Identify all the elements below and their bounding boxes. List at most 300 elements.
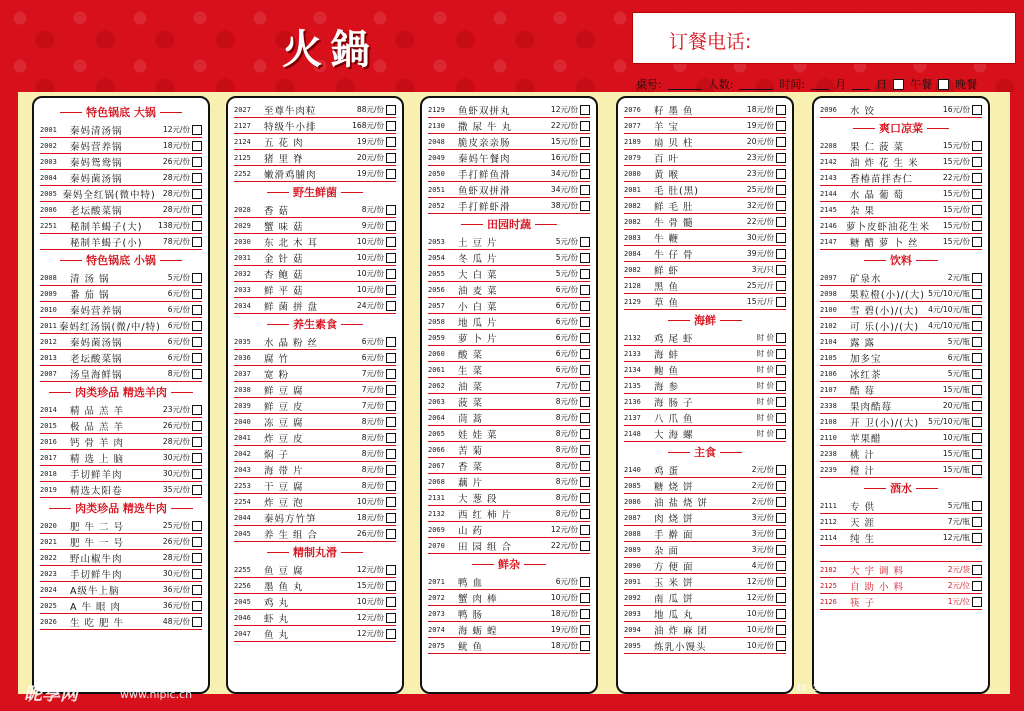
item-code: 2044 (234, 513, 251, 522)
order-checkbox[interactable] (580, 137, 590, 147)
order-checkbox[interactable] (580, 477, 590, 487)
order-checkbox[interactable] (776, 105, 786, 115)
order-checkbox[interactable] (192, 173, 202, 183)
order-checkbox[interactable] (972, 401, 982, 411)
order-checkbox[interactable] (972, 205, 982, 215)
category-title: 爽口凉菜 (820, 118, 982, 138)
item-code: 2045 (234, 529, 251, 538)
order-checkbox[interactable] (192, 369, 202, 379)
order-checkbox[interactable] (580, 593, 590, 603)
item-price: 时 价 (756, 381, 774, 390)
item-price: 10元/份 (356, 237, 384, 246)
item-code: 2239 (820, 465, 837, 474)
order-checkbox[interactable] (386, 137, 396, 147)
order-checkbox[interactable] (580, 317, 590, 327)
order-checkbox[interactable] (386, 417, 396, 427)
order-checkbox[interactable] (386, 513, 396, 523)
item-name: A 牛 眼 肉 (70, 601, 122, 613)
menu-item-row (234, 218, 396, 234)
item-name: 牛 仔 骨 (654, 249, 694, 261)
menu-item-row (428, 638, 590, 654)
order-checkbox[interactable] (192, 437, 202, 447)
order-checkbox[interactable] (192, 521, 202, 531)
item-code: 2071 (428, 577, 445, 586)
order-checkbox[interactable] (776, 465, 786, 475)
order-checkbox[interactable] (192, 237, 202, 247)
order-checkbox[interactable] (386, 301, 396, 311)
item-price: 28元/份 (162, 437, 190, 446)
item-price: 5元/瓶 (947, 337, 970, 346)
order-checkbox[interactable] (192, 405, 202, 415)
item-code: 2256 (234, 581, 251, 590)
menu-item-row (234, 166, 396, 182)
order-checkbox[interactable] (192, 289, 202, 299)
order-checkbox[interactable] (580, 461, 590, 471)
order-checkbox[interactable] (972, 433, 982, 443)
item-price: 12元/份 (356, 629, 384, 638)
order-checkbox[interactable] (776, 137, 786, 147)
order-checkbox[interactable] (192, 205, 202, 215)
order-checkbox[interactable] (386, 529, 396, 539)
menu-item-row (820, 366, 982, 382)
order-checkbox[interactable] (776, 481, 786, 491)
order-checkbox[interactable] (972, 173, 982, 183)
order-checkbox[interactable] (972, 305, 982, 315)
day-field[interactable] (852, 79, 870, 90)
order-checkbox[interactable] (386, 169, 396, 179)
table-number-field[interactable] (668, 79, 702, 90)
menu-item-row (624, 214, 786, 230)
item-name: 秦妈清汤锅 (70, 125, 123, 137)
order-checkbox[interactable] (972, 273, 982, 283)
order-checkbox[interactable] (386, 565, 396, 575)
item-code: 2095 (624, 641, 641, 650)
order-checkbox[interactable] (580, 121, 590, 131)
item-price: 25元/斤 (746, 281, 774, 290)
menu-item-row (234, 118, 396, 134)
item-code: 2011 (40, 321, 57, 330)
menu-item-row (624, 574, 786, 590)
item-price: 15元/瓶 (942, 385, 970, 394)
order-checkbox[interactable] (580, 541, 590, 551)
order-checkbox[interactable] (386, 237, 396, 247)
item-code: 2094 (624, 625, 641, 634)
order-checkbox[interactable] (776, 625, 786, 635)
order-checkbox[interactable] (580, 625, 590, 635)
order-checkbox[interactable] (776, 281, 786, 291)
item-price: 22元/份 (550, 541, 578, 550)
item-price: 8元/份 (361, 465, 384, 474)
item-code: 2076 (624, 105, 641, 114)
order-checkbox[interactable] (776, 121, 786, 131)
menu-item-row (624, 294, 786, 310)
item-name: 草 鱼 (654, 297, 680, 309)
order-checkbox[interactable] (776, 333, 786, 343)
item-code: 2016 (40, 437, 57, 446)
order-checkbox[interactable] (580, 609, 590, 619)
order-checkbox[interactable] (776, 413, 786, 423)
order-checkbox[interactable] (972, 221, 982, 231)
order-checkbox[interactable] (580, 269, 590, 279)
item-code: 2052 (428, 201, 445, 210)
item-code: 2005 (40, 189, 57, 198)
item-price: 15元/份 (942, 237, 970, 246)
order-checkbox[interactable] (776, 349, 786, 359)
item-code: 2251 (40, 221, 57, 230)
order-checkbox[interactable] (972, 289, 982, 299)
order-checkbox[interactable] (580, 169, 590, 179)
item-price: 8元/份 (555, 493, 578, 502)
item-code: 2082 (624, 217, 641, 226)
order-checkbox[interactable] (972, 189, 982, 199)
item-name: 鲜 平 菇 (264, 285, 304, 297)
order-checkbox[interactable] (580, 445, 590, 455)
item-price: 6元/份 (555, 301, 578, 310)
item-name: 天 涯 (850, 517, 876, 529)
order-checkbox[interactable] (192, 421, 202, 431)
order-checkbox[interactable] (776, 497, 786, 507)
menu-item-row (234, 446, 396, 462)
item-price: 32元/份 (746, 201, 774, 210)
menu-item-row (820, 186, 982, 202)
order-checkbox[interactable] (580, 185, 590, 195)
order-checkbox[interactable] (386, 105, 396, 115)
item-name: 手打鲜虾滑 (458, 201, 511, 213)
order-checkbox[interactable] (192, 321, 202, 331)
item-price: 8元/份 (555, 429, 578, 438)
order-checkbox[interactable] (972, 501, 982, 511)
order-checkbox[interactable] (192, 305, 202, 315)
order-checkbox[interactable] (972, 369, 982, 379)
item-code: 2143 (820, 173, 837, 182)
item-price: 6元/瓶 (947, 353, 970, 362)
order-checkbox[interactable] (776, 609, 786, 619)
order-phone-box (632, 12, 1016, 64)
order-checkbox[interactable] (580, 525, 590, 535)
order-checkbox[interactable] (386, 337, 396, 347)
order-checkbox[interactable] (386, 353, 396, 363)
order-checkbox[interactable] (386, 449, 396, 459)
order-checkbox[interactable] (776, 545, 786, 555)
order-checkbox[interactable] (386, 581, 396, 591)
menu-item-row (428, 166, 590, 182)
order-checkbox[interactable] (776, 577, 786, 587)
order-checkbox[interactable] (776, 513, 786, 523)
order-checkbox[interactable] (580, 397, 590, 407)
order-checkbox[interactable] (386, 221, 396, 231)
restaurant-logo: 火鍋 (282, 26, 378, 73)
order-checkbox[interactable] (386, 205, 396, 215)
order-checkbox[interactable] (972, 157, 982, 167)
order-checkbox[interactable] (580, 237, 590, 247)
item-code: 2100 (820, 305, 837, 314)
order-checkbox[interactable] (386, 153, 396, 163)
order-checkbox[interactable] (776, 529, 786, 539)
item-price: 10元/份 (356, 285, 384, 294)
menu-item-row (40, 286, 202, 302)
order-checkbox[interactable] (192, 485, 202, 495)
item-code: 2041 (234, 433, 251, 442)
item-name: 杂 果 (850, 205, 876, 217)
menu-item-row (428, 150, 590, 166)
item-price: 时 价 (756, 365, 774, 374)
item-code: 2031 (234, 253, 251, 262)
order-checkbox[interactable] (580, 333, 590, 343)
menu-item-row (234, 462, 396, 478)
item-code: 2136 (624, 397, 641, 406)
order-checkbox[interactable] (972, 237, 982, 247)
category-title: 肉类珍品 精选牛肉 (40, 498, 202, 518)
order-checkbox[interactable] (580, 349, 590, 359)
order-checkbox[interactable] (386, 465, 396, 475)
order-checkbox[interactable] (580, 301, 590, 311)
menu-item-row (820, 218, 982, 234)
order-checkbox[interactable] (192, 569, 202, 579)
menu-item-row (820, 154, 982, 170)
order-checkbox[interactable] (580, 381, 590, 391)
item-name: 果粒橙(小)/(大) (849, 289, 925, 301)
item-name: 野山椒牛肉 (70, 553, 123, 565)
order-checkbox[interactable] (972, 533, 982, 543)
item-price: 12元/份 (550, 525, 578, 534)
menu-item-row (40, 202, 202, 218)
menu-item-row (624, 394, 786, 410)
order-checkbox[interactable] (776, 265, 786, 275)
item-code: 2077 (624, 121, 641, 130)
item-code: 2128 (624, 281, 641, 290)
order-checkbox[interactable] (192, 617, 202, 627)
order-checkbox[interactable] (776, 169, 786, 179)
item-name: 冰红茶 (850, 369, 882, 381)
order-checkbox[interactable] (972, 141, 982, 151)
order-checkbox[interactable] (972, 321, 982, 331)
order-checkbox[interactable] (776, 561, 786, 571)
order-checkbox[interactable] (386, 285, 396, 295)
order-checkbox[interactable] (776, 233, 786, 243)
order-checkbox[interactable] (386, 597, 396, 607)
order-checkbox[interactable] (192, 585, 202, 595)
item-code: 2026 (40, 617, 57, 626)
order-checkbox[interactable] (386, 613, 396, 623)
item-price: 15元/斤 (746, 297, 774, 306)
item-price: 1元/位 (947, 597, 970, 606)
order-checkbox[interactable] (580, 285, 590, 295)
order-checkbox[interactable] (776, 217, 786, 227)
menu-item-row (234, 234, 396, 250)
item-code: 2009 (40, 289, 57, 298)
item-name: 炸 豆 皮 (264, 433, 304, 445)
order-checkbox[interactable] (192, 337, 202, 347)
order-checkbox[interactable] (972, 353, 982, 363)
item-code: 2012 (40, 337, 57, 346)
item-code: 2014 (40, 405, 57, 414)
item-name: 藕 片 (458, 477, 484, 489)
item-code: 2048 (428, 137, 445, 146)
table-number-label: 桌号: (636, 78, 662, 91)
item-price: 25元/份 (162, 521, 190, 530)
order-checkbox[interactable] (972, 565, 982, 575)
order-checkbox[interactable] (386, 629, 396, 639)
item-code: 2147 (820, 237, 837, 246)
order-checkbox[interactable] (192, 353, 202, 363)
order-checkbox[interactable] (776, 297, 786, 307)
item-price: 8元/份 (555, 413, 578, 422)
menu-item-row (428, 606, 590, 622)
item-price: 6元/份 (167, 305, 190, 314)
item-price: 7元/瓶 (947, 517, 970, 526)
item-price: 25元/份 (746, 185, 774, 194)
menu-item-row (820, 286, 982, 302)
order-checkbox[interactable] (192, 453, 202, 463)
order-checkbox[interactable] (776, 185, 786, 195)
people-count-field[interactable] (739, 79, 773, 90)
order-checkbox[interactable] (192, 553, 202, 563)
item-code: 2050 (428, 169, 445, 178)
order-checkbox[interactable] (386, 481, 396, 491)
order-checkbox[interactable] (776, 429, 786, 439)
month-field[interactable] (811, 79, 829, 90)
item-price: 138元/份 (158, 221, 190, 230)
item-name: 鱿 鱼 (458, 641, 484, 653)
order-checkbox[interactable] (386, 253, 396, 263)
order-checkbox[interactable] (580, 493, 590, 503)
order-checkbox[interactable] (972, 385, 982, 395)
order-checkbox[interactable] (972, 465, 982, 475)
order-checkbox[interactable] (192, 469, 202, 479)
order-checkbox[interactable] (386, 433, 396, 443)
order-checkbox[interactable] (776, 397, 786, 407)
dinner-checkbox[interactable] (938, 79, 949, 90)
item-price: 36元/份 (162, 585, 190, 594)
item-name: 特级牛小排 (264, 121, 317, 133)
item-name: 冬 瓜 片 (458, 253, 498, 265)
order-checkbox[interactable] (580, 253, 590, 263)
item-code: 2252 (234, 169, 251, 178)
order-checkbox[interactable] (972, 105, 982, 115)
lunch-checkbox[interactable] (893, 79, 904, 90)
order-checkbox[interactable] (580, 153, 590, 163)
order-checkbox[interactable] (972, 581, 982, 591)
people-count-label: 人数: (707, 78, 734, 91)
order-checkbox[interactable] (580, 509, 590, 519)
order-checkbox[interactable] (386, 369, 396, 379)
item-name: 地 瓜 片 (458, 317, 498, 329)
item-code: 2021 (40, 537, 57, 546)
item-name: 肥 牛 二 号 (70, 521, 125, 533)
item-price: 15元/份 (356, 581, 384, 590)
item-name: 杂 面 (654, 545, 680, 557)
item-name: 水 饺 (850, 105, 876, 117)
order-checkbox[interactable] (192, 189, 202, 199)
item-name: 手 擀 面 (654, 529, 694, 541)
order-checkbox[interactable] (580, 365, 590, 375)
order-checkbox[interactable] (580, 641, 590, 651)
item-price: 10元/份 (550, 593, 578, 602)
item-code: 2091 (624, 577, 641, 586)
menu-item-row (624, 606, 786, 622)
order-checkbox[interactable] (192, 273, 202, 283)
order-checkbox[interactable] (580, 413, 590, 423)
item-name: 萝 卜 片 (458, 333, 498, 345)
item-price: 8元/份 (361, 417, 384, 426)
order-checkbox[interactable] (192, 537, 202, 547)
menu-item-row (234, 134, 396, 150)
menu-item-row (624, 330, 786, 346)
menu-item-row (234, 414, 396, 430)
item-name: 油 麦 菜 (458, 285, 498, 297)
order-checkbox[interactable] (776, 365, 786, 375)
item-code: 2098 (820, 289, 837, 298)
order-checkbox[interactable] (776, 201, 786, 211)
item-price: 8元/份 (555, 445, 578, 454)
item-name: 清 汤 锅 (70, 273, 110, 285)
order-checkbox[interactable] (192, 125, 202, 135)
item-code: 2047 (234, 629, 251, 638)
order-checkbox[interactable] (972, 337, 982, 347)
item-name: 茼 蒿 (458, 413, 484, 425)
order-checkbox[interactable] (386, 497, 396, 507)
item-code: 2051 (428, 185, 445, 194)
item-price: 23元/份 (746, 169, 774, 178)
item-code: 2063 (428, 397, 445, 406)
item-code: 2144 (820, 189, 837, 198)
menu-item-row (234, 334, 396, 350)
order-checkbox[interactable] (580, 577, 590, 587)
order-checkbox[interactable] (972, 417, 982, 427)
menu-item-row (234, 382, 396, 398)
order-checkbox[interactable] (580, 105, 590, 115)
item-price: 2元/瓶 (947, 273, 970, 282)
order-checkbox[interactable] (386, 121, 396, 131)
menu-item-row (40, 270, 202, 286)
order-checkbox[interactable] (192, 221, 202, 231)
item-price: 5元/瓶 (947, 501, 970, 510)
menu-item-row (40, 334, 202, 350)
item-price: 18元/份 (550, 609, 578, 618)
order-checkbox[interactable] (972, 597, 982, 607)
order-checkbox[interactable] (580, 201, 590, 211)
order-checkbox[interactable] (386, 401, 396, 411)
order-checkbox[interactable] (776, 593, 786, 603)
item-price: 12元/份 (746, 577, 774, 586)
order-checkbox[interactable] (386, 385, 396, 395)
item-name: 秦妈营养锅 (70, 141, 123, 153)
order-checkbox[interactable] (192, 601, 202, 611)
item-price: 6元/份 (361, 337, 384, 346)
order-checkbox[interactable] (192, 157, 202, 167)
order-checkbox[interactable] (776, 381, 786, 391)
item-code: 2238 (820, 449, 837, 458)
order-checkbox[interactable] (386, 269, 396, 279)
item-name: 鸭 肠 (458, 609, 484, 621)
item-code: 2086 (624, 497, 641, 506)
item-price: 22元/份 (550, 121, 578, 130)
item-code: 2127 (234, 121, 251, 130)
order-checkbox[interactable] (580, 429, 590, 439)
item-name: 鲜 豆 皮 (264, 401, 304, 413)
item-price: 26元/份 (162, 537, 190, 546)
order-checkbox[interactable] (192, 141, 202, 151)
item-code: 2090 (624, 561, 641, 570)
order-checkbox[interactable] (972, 517, 982, 527)
item-code: 2082 (624, 265, 641, 274)
order-checkbox[interactable] (776, 641, 786, 651)
item-price: 15元/份 (942, 157, 970, 166)
item-code: 2069 (428, 525, 445, 534)
order-checkbox[interactable] (776, 153, 786, 163)
order-checkbox[interactable] (972, 449, 982, 459)
order-checkbox[interactable] (776, 249, 786, 259)
